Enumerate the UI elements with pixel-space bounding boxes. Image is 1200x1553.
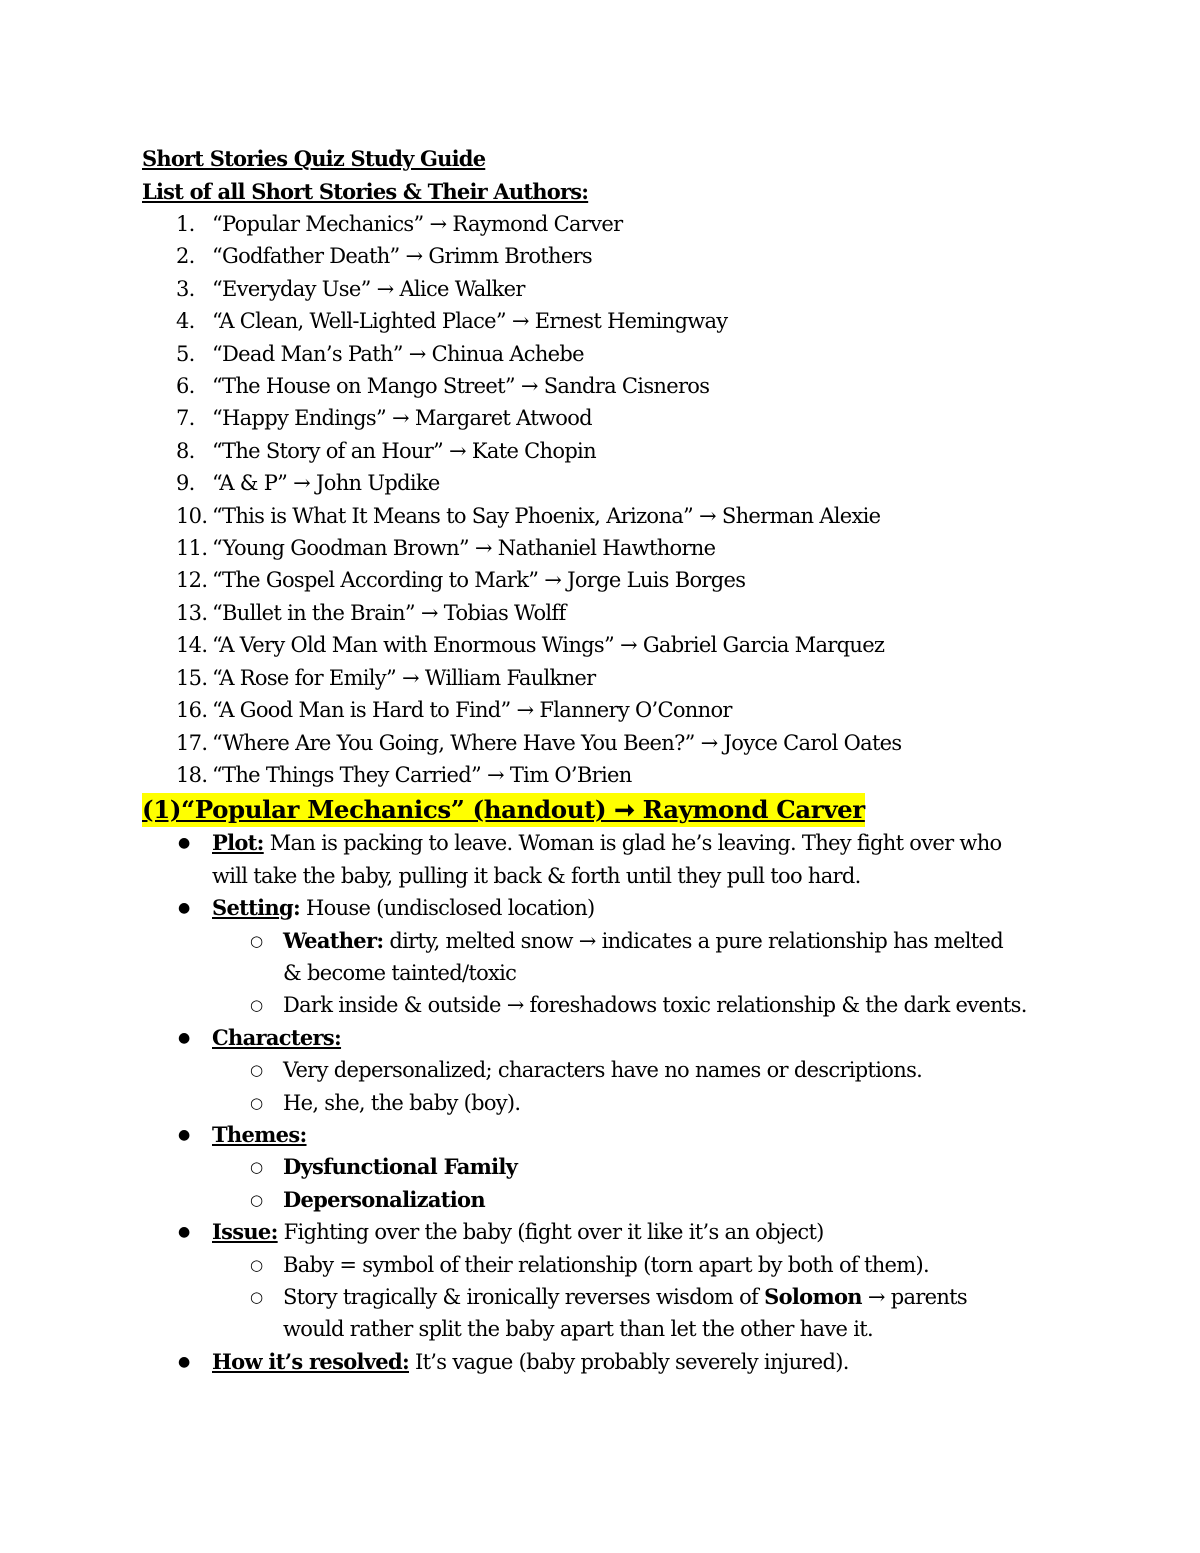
story-list-item [142, 402, 1102, 434]
bullet-icon: ● [178, 1126, 190, 1143]
story-number: 9. [176, 471, 195, 496]
story-text: “Happy Endings” → Margaret Atwood [212, 406, 592, 431]
story-number: 16. [176, 698, 208, 723]
story-number: 14. [176, 633, 208, 658]
hollow-bullet-icon: ○ [250, 1093, 263, 1112]
story-number: 5. [176, 341, 195, 366]
issue-sub-item [142, 1281, 1102, 1346]
story-text: “A Good Man is Hard to Find” → Flannery O’Connor [212, 698, 732, 723]
story-list-item [142, 208, 1102, 240]
setting-label: Setting [212, 895, 293, 921]
story-list-item [142, 500, 1102, 532]
story-number: 18. [176, 762, 208, 787]
issue-sub-text: Story tragically & ironically reverses wisdom of [283, 1285, 765, 1309]
characters-label: Characters: [212, 1024, 342, 1050]
document-title: Short Stories Quiz Study Guide [142, 146, 486, 171]
issue-label: Issue: [212, 1219, 278, 1245]
document-page [142, 142, 1102, 1378]
resolved-text: It’s vague (baby probably severely injured). [409, 1349, 849, 1374]
themes-label: Themes: [212, 1121, 307, 1147]
weather-text-cont: & become tainted/toxic [283, 960, 517, 985]
setting-colon: : [292, 895, 301, 921]
story-list-item [142, 727, 1102, 759]
story-number: 17. [176, 730, 208, 755]
story-number: 15. [176, 665, 208, 690]
story-text: “Everyday Use” → Alice Walker [212, 276, 525, 301]
plot-item [142, 827, 1102, 892]
story-text: “Popular Mechanics” → Raymond Carver [212, 212, 623, 236]
resolved-item [142, 1346, 1102, 1378]
story-list-item [142, 370, 1102, 402]
story-number: 2. [176, 244, 195, 269]
hollow-bullet-icon: ○ [250, 1061, 263, 1080]
setting-text: House (undisclosed location) [300, 896, 595, 921]
weather-item [142, 925, 1102, 990]
issue-sub-text-cont: would rather split the baby apart than let the other have it. [283, 1317, 873, 1342]
setting-item [142, 892, 1102, 924]
story-text: “Where Are You Going, Where Have You Been?” → Joyce Carol Oates [212, 730, 902, 755]
story-list-item [142, 629, 1102, 661]
story-list-item [142, 532, 1102, 564]
hollow-bullet-icon: ○ [250, 1288, 263, 1306]
weather-text: dirty, melted snow → indicates a pure relationship has melted [383, 928, 1003, 953]
story-number: 7. [176, 406, 195, 431]
plot-label: Plot: [212, 830, 264, 856]
story-text: “Dead Man’s Path” → Chinua Achebe [212, 341, 584, 366]
hollow-bullet-icon: ○ [250, 1255, 263, 1274]
story-list-item [142, 662, 1102, 694]
story-list-item [142, 240, 1102, 272]
issue-sub-text: Baby = symbol of their relationship (torn apart by both of them). [283, 1252, 929, 1277]
hollow-bullet-icon: ○ [250, 1158, 263, 1177]
dark-item [142, 989, 1102, 1021]
theme-sub-item [142, 1151, 1102, 1183]
solomon-text: Solomon [764, 1284, 862, 1309]
story-list-item [142, 305, 1102, 337]
story-text: “The House on Mango Street” → Sandra Cisneros [212, 374, 710, 399]
story-list-item [142, 435, 1102, 467]
bullet-icon: ● [178, 900, 190, 917]
story-list-item [142, 338, 1102, 370]
story-text: “Godfather Death” → Grimm Brothers [212, 244, 592, 269]
characters-item [142, 1022, 1102, 1054]
story-text: “This is What It Means to Say Phoenix, Arizona” → Sherman Alexie [212, 503, 881, 528]
issue-sub-item [142, 1249, 1102, 1281]
plot-text-cont: will take the baby, pulling it back & forth until they pull too hard. [212, 863, 861, 888]
story-number: 3. [176, 276, 195, 301]
story-number: 6. [176, 374, 195, 399]
story-list-item [142, 759, 1102, 791]
character-text: He, she, the baby (boy). [283, 1090, 521, 1115]
story-number: 1. [176, 212, 195, 236]
hollow-bullet-icon: ○ [250, 996, 263, 1015]
story-list-item [142, 694, 1102, 726]
story-text: “A & P” → John Updike [212, 471, 440, 496]
theme-sub-item [142, 1184, 1102, 1216]
theme-text: Depersonalization [283, 1186, 485, 1212]
issue-sub-text-end: → parents [861, 1285, 967, 1309]
story-list-item [142, 467, 1102, 499]
character-text: Very depersonalized; characters have no names or descriptions. [283, 1058, 923, 1083]
hollow-bullet-icon: ○ [250, 1190, 263, 1209]
story-text: “Young Goodman Brown” → Nathaniel Hawthorne [212, 536, 716, 561]
story-number: 12. [176, 568, 208, 593]
story-number: 10. [176, 503, 208, 528]
story-text: “Bullet in the Brain” → Tobias Wolff [212, 600, 566, 625]
story-text: “A Rose for Emily” → William Faulkner [212, 665, 596, 690]
section-heading: (1)“Popular Mechanics” (handout) ➞ Raymond Carver [142, 793, 865, 827]
character-sub-item [142, 1087, 1102, 1119]
story-list-item [142, 564, 1102, 596]
story-list-item [142, 597, 1102, 629]
story-text: “The Gospel According to Mark” → Jorge Luis Borges [212, 568, 746, 593]
issue-item [142, 1216, 1102, 1248]
character-sub-item [142, 1054, 1102, 1086]
story-list [142, 208, 1102, 791]
weather-label: Weather: [283, 927, 384, 953]
themes-item [142, 1119, 1102, 1151]
story-number: 13. [176, 600, 208, 625]
list-subtitle: List of all Short Stories & Their Authors: [142, 179, 589, 204]
story-text: “The Story of an Hour” → Kate Chopin [212, 438, 596, 463]
story-text: “A Clean, Well-Lighted Place” → Ernest Hemingway [212, 309, 728, 334]
dark-text: Dark inside & outside → foreshadows toxic relationship & the dark events. [283, 993, 1027, 1018]
plot-text: Man is packing to leave. Woman is glad he’s leaving. They fight over who [263, 831, 1002, 856]
hollow-bullet-icon: ○ [250, 931, 263, 950]
issue-text: Fighting over the baby (fight over it like it’s an object) [277, 1220, 824, 1245]
story-number: 8. [176, 438, 195, 463]
story-number: 4. [176, 309, 195, 334]
bullet-icon: ● [178, 1353, 190, 1370]
bullet-icon: ● [178, 1224, 190, 1241]
story-text: “The Things They Carried” → Tim O’Brien [212, 762, 632, 787]
resolved-label: How it’s resolved: [212, 1348, 409, 1374]
story-number: 11. [176, 536, 208, 561]
story-list-item [142, 273, 1102, 305]
story-text: “A Very Old Man with Enormous Wings” → Gabriel Garcia Marquez [212, 633, 885, 658]
bullet-icon: ● [178, 835, 190, 852]
theme-text: Dysfunctional Family [283, 1154, 518, 1180]
bullet-icon: ● [178, 1029, 190, 1046]
